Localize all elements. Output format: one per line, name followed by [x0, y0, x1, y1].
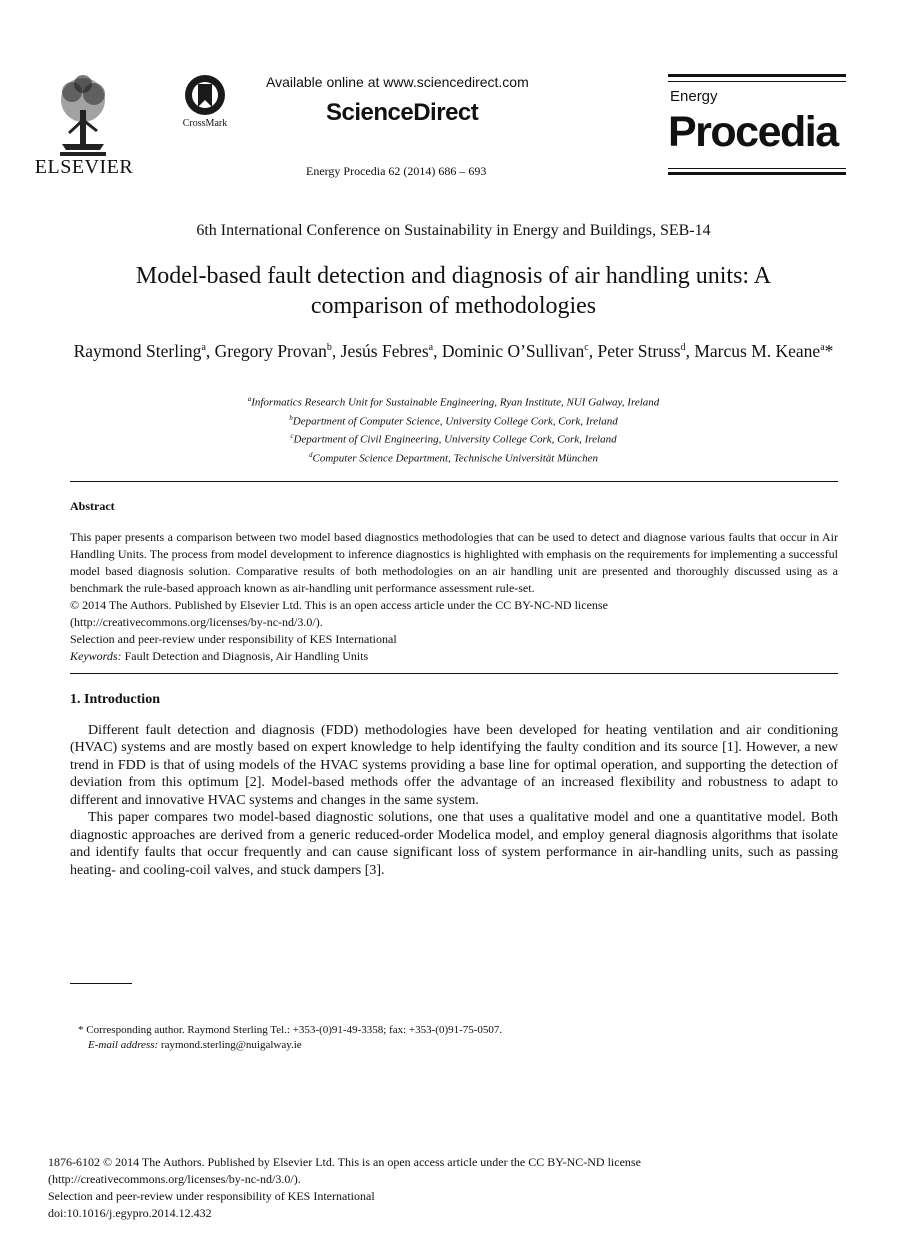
affiliation-line [0, 411, 907, 430]
footnote-rule [70, 983, 132, 984]
introduction-section [70, 691, 838, 879]
email-line [78, 1038, 838, 1053]
elsevier-logo[interactable] [22, 72, 146, 178]
corresponding-author-note: * Corresponding author. Raymond Sterling Tel.: +353-(0)91-49-3358; fax: +353-(0)91-75-0507. [78, 1024, 503, 1036]
paren-close: ). [293, 1172, 301, 1186]
crossmark-label: CrossMark [182, 118, 228, 129]
keywords-text: Fault Detection and Diagnosis, Air Handling Units [121, 649, 369, 663]
paren-open: ( [48, 1172, 52, 1186]
introduction-heading: 1. Introduction [70, 692, 160, 707]
author-list [70, 337, 837, 362]
abstract-section [70, 498, 838, 665]
abstract-bottom-rule [70, 673, 838, 674]
journal-logo-energy: Energy [670, 88, 718, 105]
sciencedirect-logo[interactable]: ScienceDirect [326, 99, 479, 126]
paper-title: Model-based fault detection and diagnosis of air handling units: A comparison of methodologies [135, 263, 772, 319]
author-separator: , [685, 340, 695, 361]
author-affiliation-mark: b [326, 342, 332, 353]
energy-procedia-logo[interactable] [668, 74, 846, 176]
publisher-logo-text: ELSEVIER [34, 156, 134, 178]
author-name: Gregory Provan [214, 340, 327, 361]
abstract-peer-review: Selection and peer-review under responsibility of KES International [70, 632, 397, 646]
author-name: Raymond Sterling [73, 340, 202, 361]
email-label: E-mail address: [88, 1039, 159, 1051]
page-footer [48, 1154, 868, 1222]
author-affiliation-letter: a [820, 342, 825, 353]
author-affiliation-mark: c [584, 342, 589, 353]
introduction-paragraph: Different fault detection and diagnosis (FDD) methodologies have been developed for heating ventilation and air conditioning (HVAC) systems and are mostly based on expert knowledge to help identifying the faulty condition and its source [1]. However, a new trend in FDD is that of using models of the HVAC systems providing a base line for optimal operation, and supporting the detection of deviation from this optimum [2]. Model-based methods offer the advantage of an increased flexibility and robustness to adapt to different and innovative HVAC systems and changes in the same system. [70, 722, 838, 808]
logo-rule-bottom [668, 172, 846, 175]
paren-open: ( [70, 615, 74, 629]
affiliation-text: Department of Computer Science, University College Cork, Cork, Ireland [292, 415, 618, 428]
author-separator: , [433, 340, 442, 361]
footnote [78, 1023, 838, 1053]
author-affiliation-mark: a [428, 342, 434, 353]
author-name: Jesús Febres [340, 340, 429, 361]
author-separator: , [331, 340, 341, 361]
affiliation-mark: c [290, 432, 294, 441]
affiliation-mark: b [289, 413, 293, 422]
footer-license-line [48, 1171, 868, 1188]
author-name: Marcus M. Keane [694, 340, 821, 361]
introduction-paragraph: This paper compares two model-based diagnostic solutions, one that uses a qualitative model and one a quantitative model. Both diagnostic approaches are derived from a generic reduced-order Modelica model, and employ general diagnosis algorithms that isolate and identify faults that occur frequently and can cause significant loss of system performance in air-handling units, such as passing heating- and cooling-coil valves, and stuck dampers [3]. [70, 810, 838, 878]
license-link[interactable]: http://creativecommons.org/licenses/by-nc-nd/3.0/ [74, 615, 316, 629]
affiliation-list [0, 392, 907, 467]
journal-reference: Energy Procedia 62 (2014) 686 – 693 [306, 164, 487, 178]
affiliation-line [0, 392, 907, 411]
crossmark-icon [176, 74, 234, 118]
author-affiliation-mark: d [680, 342, 686, 353]
author-name: Dominic O’Sullivan [441, 340, 585, 361]
elsevier-tree-icon [54, 72, 112, 158]
logo-rule-top [668, 74, 846, 77]
author-name: Peter Struss [597, 340, 681, 361]
author-separator: , [205, 340, 215, 361]
footer-peer-review: Selection and peer-review under responsibility of KES International [48, 1189, 375, 1203]
affiliation-line [0, 429, 907, 448]
keywords-label: Keywords: [70, 649, 122, 663]
affiliation-mark: a [247, 395, 252, 403]
author-separator: , [588, 340, 598, 361]
email-address[interactable]: raymond.sterling@nuigalway.ie [158, 1039, 302, 1051]
crossmark-badge[interactable] [176, 74, 234, 132]
abstract-top-rule [70, 481, 838, 482]
affiliation-text: Informatics Research Unit for Sustainable Engineering, Ryan Institute, NUI Galway, Ireland [251, 396, 660, 409]
journal-logo-procedia: Procedia [668, 108, 838, 156]
affiliation-text: Department of Civil Engineering, University College Cork, Cork, Ireland [293, 433, 617, 446]
keywords-line [70, 648, 838, 665]
issn-copyright-line: 1876-6102 © 2014 The Authors. Published by Elsevier Ltd. This is an open access article under the CC BY-NC-ND license [48, 1155, 641, 1169]
abstract-heading: Abstract [70, 499, 115, 513]
abstract-copyright: © 2014 The Authors. Published by Elsevier Ltd. This is an open access article under the CC BY-NC-ND license [70, 598, 608, 612]
affiliation-line [0, 448, 907, 467]
footer-license-link[interactable]: http://creativecommons.org/licenses/by-nc-nd/3.0/ [52, 1172, 294, 1186]
abstract-body: This paper presents a comparison between two model based diagnostics methodologies that can be used to detect and diagnose various faults that occur in Air Handling Units. The process from model development to inference diagnostics is highlighted with emphasis on the requirements for implementing a successful model based diagnosis solution. Comparative results of both methodologies on an air handling unit are presented and thoroughly discussed using as a benchmark the rule-based approach known as air-handling unit performance assessment rule-set. [70, 530, 838, 595]
corresponding-author-mark: * [824, 340, 834, 361]
doi[interactable]: doi:10.1016/j.egypro.2014.12.432 [48, 1206, 212, 1220]
author-affiliation-mark: a [201, 342, 206, 353]
logo-rule-bottom-thin [668, 168, 846, 169]
paren-close: ). [315, 615, 323, 629]
affiliation-text: Computer Science Department, Technische Universität München [312, 452, 599, 465]
affiliation-mark: d [308, 450, 313, 459]
available-online-link[interactable]: Available online at www.sciencedirect.com [266, 74, 529, 90]
conference-name: 6th International Conference on Sustainability in Energy and Buildings, SEB-14 [196, 222, 711, 239]
abstract-license-line [70, 614, 838, 631]
logo-rule-top-thin [668, 81, 846, 82]
